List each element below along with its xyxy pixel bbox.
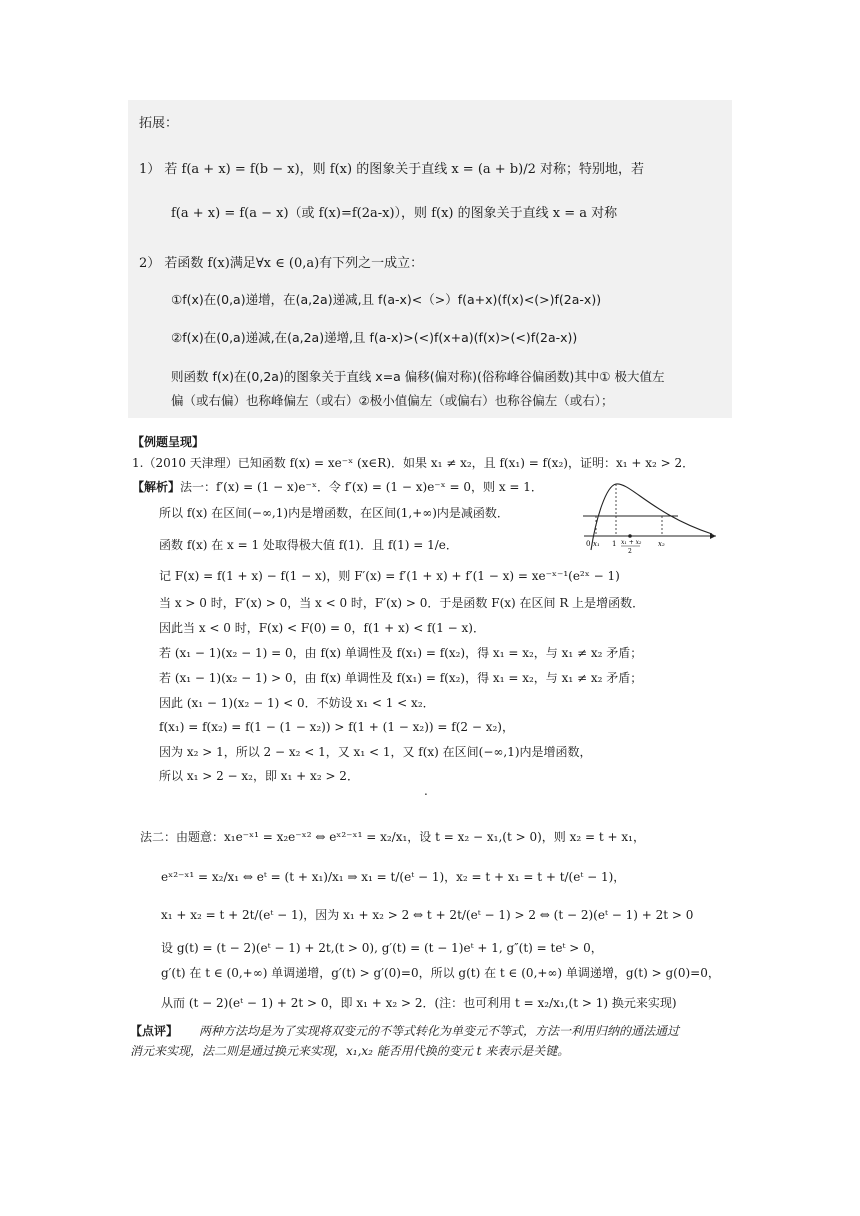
method2-line-5: g′(t) 在 t ∈ (0,+∞) 单调递增，g′(t) > g′(0)=0，所以 g(t) 在 t ∈ (0,+∞) 单调递增，g(t) > g(0)=0，	[161, 966, 720, 980]
method1-line-5: 当 x > 0 时，F′(x) > 0，当 x < 0 时，F′(x) > 0．于是函数 F(x) 在区间 R 上是增函数．	[159, 596, 645, 610]
solution-label: 【解析】	[132, 480, 181, 494]
extension-item-2-option-2: ②f(x)在(0,a)递减,在(a,2a)递增,且 f(a-x)>(<)f(x+a)(f(x)>(<)f(2a-x))	[171, 330, 578, 345]
function-graph	[582, 478, 718, 564]
method2-line-3: x₁ + x₂ = t + 2t/(eᵗ − 1)，因为 x₁ + x₂ > 2 ⇔ t + 2t/(eᵗ − 1) > 2 ⇔ (t − 2)(eᵗ − 1) + 2t > 0	[161, 908, 694, 922]
extension-title: 拓展：	[139, 116, 179, 131]
extension-conclusion-line-2: 偏（或右偏）也称峰偏左（或右）②极小值偏左（或偏右）也称谷偏左（或右）；	[171, 393, 614, 408]
extension-item-2-option-1: ①f(x)在(0,a)递增，在(a,2a)递减,且 f(a-x)<（>）f(a+x)(f(x)<(>)f(2a-x))	[171, 292, 602, 307]
method1-line-4: 记 F(x) = f(1 + x) − f(1 − x)，则 F′(x) = f′(1 + x) + f′(1 − x) = xe⁻ˣ⁻¹(e²ˣ − 1)	[159, 569, 620, 583]
x1-axis-label: x₁	[593, 540, 600, 548]
x2-axis-label: x₂	[658, 540, 665, 548]
method1-line-12: 所以 x₁ > 2 − x₂，即 x₁ + x₂ > 2．	[159, 769, 359, 783]
extension-item-1-line-1: 1） 若 f(a + x) = f(b − x)，则 f(x) 的图象关于直线 x = (a + b)/2 对称；特别地，若	[139, 162, 644, 177]
method2-line-4: 设 g(t) = (t − 2)(eᵗ − 1) + 2t,(t > 0), g′(t) = (t − 1)eᵗ + 1, g″(t) = teᵗ > 0，	[161, 941, 603, 955]
extension-conclusion-line-1: 则函数 f(x)在(0,2a)的图象关于直线 x=a 偏移(偏对称)(俗称峰谷偏函数)其中① 极大值左	[171, 369, 665, 384]
method1-line-2: 所以 f(x) 在区间(−∞,1)内是增函数，在区间(1,+∞)内是减函数．	[159, 506, 509, 520]
example-problem: 1.（2010 天津理）已知函数 f(x) = xe⁻ˣ (x∈R)．如果 x₁ ≠ x₂，且 f(x₁) = f(x₂)，证明：x₁ + x₂ > 2．	[132, 456, 695, 470]
comment-label: 【点评】	[130, 1024, 179, 1038]
method1-line-1: 法一：f′(x) = (1 − x)e⁻ˣ．令 f′(x) = (1 − x)e⁻ˣ = 0，则 x = 1．	[180, 480, 543, 494]
extension-item-2-line-1: 2） 若函数 f(x)满足∀x ∈ (0,a)有下列之一成立：	[139, 256, 424, 271]
method1-line-9: 因此 (x₁ − 1)(x₂ − 1) < 0．不妨设 x₁ < 1 < x₂．	[159, 696, 435, 710]
midpoint-dot	[628, 534, 632, 538]
method2-line-2: eˣ²⁻ˣ¹ = x₂/x₁ ⇔ eᵗ = (t + x₁)/x₁ ⇒ x₁ = t/(eᵗ − 1)，x₂ = t + x₁ = t + t/(eᵗ − 1)，	[161, 870, 626, 884]
method1-line-6: 因此当 x < 0 时，F(x) < F(0) = 0，f(1 + x) < f(1 − x)．	[159, 621, 485, 635]
origin-label: 0	[586, 540, 591, 548]
midpoint-label-bottom: 2	[628, 548, 632, 555]
method1-line-7: 若 (x₁ − 1)(x₂ − 1) = 0，由 f(x) 单调性及 f(x₁) = f(x₂)，得 x₁ = x₂，与 x₁ ≠ x₂ 矛盾；	[159, 646, 643, 660]
example-heading: 【例题呈现】	[132, 435, 205, 449]
extension-item-1-line-2: f(a + x) = f(a − x)（或 f(x)=f(2a-x)），则 f(x) 的图象关于直线 x = a 对称	[171, 206, 618, 221]
comment-line-1: 两种方法均是为了实现将双变元的不等式转化为单变元不等式，方法一利用归纳的通法通过	[199, 1024, 680, 1038]
method1-line-11: 因为 x₂ > 1，所以 2 − x₂ < 1，又 x₁ < 1，又 f(x) 在区间(−∞,1)内是增函数，	[159, 745, 592, 759]
method2-line-1: 法二：由题意：x₁e⁻ˣ¹ = x₂e⁻ˣ² ⇔ eˣ²⁻ˣ¹ = x₂/x₁，设 t = x₂ − x₁,(t > 0)，则 x₂ = t + x₁，	[140, 830, 645, 844]
method2-line-6: 从而 (t − 2)(eᵗ − 1) + 2t > 0，即 x₁ + x₂ > 2．(注：也可利用 t = x₂/x₁,(t > 1) 换元来实现)	[161, 996, 677, 1010]
one-axis-label: 1	[612, 540, 617, 548]
comment-line-2: 消元来实现，法二则是通过换元来实现，x₁,x₂ 能否用代换的变元 t 来表示是关键。	[130, 1044, 570, 1058]
stray-dot: .	[424, 784, 428, 798]
method1-line-3: 函数 f(x) 在 x = 1 处取得极大值 f(1)．且 f(1) = 1/e．	[159, 538, 458, 552]
method1-line-10: f(x₁) = f(x₂) = f(1 − (1 − x₂)) > f(1 + (1 − x₂)) = f(2 − x₂)，	[159, 720, 514, 734]
function-curve	[591, 484, 712, 550]
midpoint-label-top: x₁ + x₂	[621, 539, 642, 546]
method1-line-8: 若 (x₁ − 1)(x₂ − 1) > 0，由 f(x) 单调性及 f(x₁) = f(x₂)，得 x₁ = x₂，与 x₁ ≠ x₂ 矛盾；	[159, 671, 643, 685]
